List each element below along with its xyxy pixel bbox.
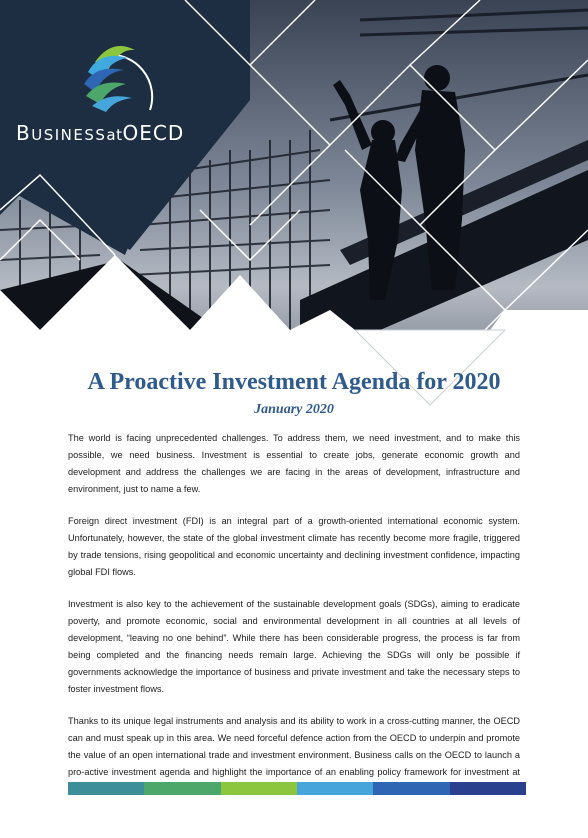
paragraph: Investment is also key to the achievement of the sustainable development goals (SDGs), aiming to eradicate poverty, and promote economic, social and environmental development in all countries at all levels of development, “leaving no one behind”. While there has been considerable progress, the process is far from being completed and the financing needs remain large. Achieving the SDGs will only be possible if governments acknowledge the importance of business and private investment and take the necessary steps to foster investment flows. bbox=[68, 599, 520, 694]
logo-word-at: at bbox=[106, 126, 123, 144]
document-title: A Proactive Investment Agenda for 2020 bbox=[87, 369, 501, 395]
logo-word-usiness: USINESS bbox=[31, 126, 107, 144]
paragraph: Thanks to its unique legal instruments and analysis and its ability to work in a cross-cutting manner, the OECD can and must speak up in this area. We need forceful defence action from the OECD to underpin and promote the value of an open international trade and investment environment. Business calls on the OECD to launch a pro-active investment agenda and highlight the importance of an enabling policy framework for investment at bbox=[68, 716, 520, 777]
bar-segment bbox=[297, 782, 373, 795]
paragraph: The world is facing unprecedented challenges. To address them, we need investment, and to make this possible, we need business. Investment is essential to create jobs, generate economic growth and development and address the challenges we are facing in the areas of development, infrastructure and environment, just to name a few. bbox=[68, 433, 520, 494]
logo-letter-b: B bbox=[16, 121, 32, 145]
document-date: January 2020 bbox=[254, 402, 334, 417]
bar-segment bbox=[221, 782, 297, 795]
logo-word-oecd: OECD bbox=[122, 121, 185, 145]
bar-segment bbox=[144, 782, 220, 795]
paragraph: Foreign direct investment (FDI) is an integral part of a growth-oriented international economic system. Unfortunately, however, the state of the global investment climate has recently become more fragile, triggered by trade tensions, rising geopolitical and economic uncertainty and declining investment confidence, impacting global FDI flows. bbox=[68, 516, 520, 577]
document-body bbox=[68, 430, 520, 813]
bar-segment bbox=[450, 782, 526, 795]
header-graphic bbox=[0, 0, 588, 410]
bar-segment bbox=[373, 782, 449, 795]
header-banner bbox=[0, 0, 588, 410]
color-footer-bar bbox=[68, 782, 526, 795]
business-at-oecd-logo bbox=[16, 121, 184, 145]
bar-segment bbox=[68, 782, 144, 795]
